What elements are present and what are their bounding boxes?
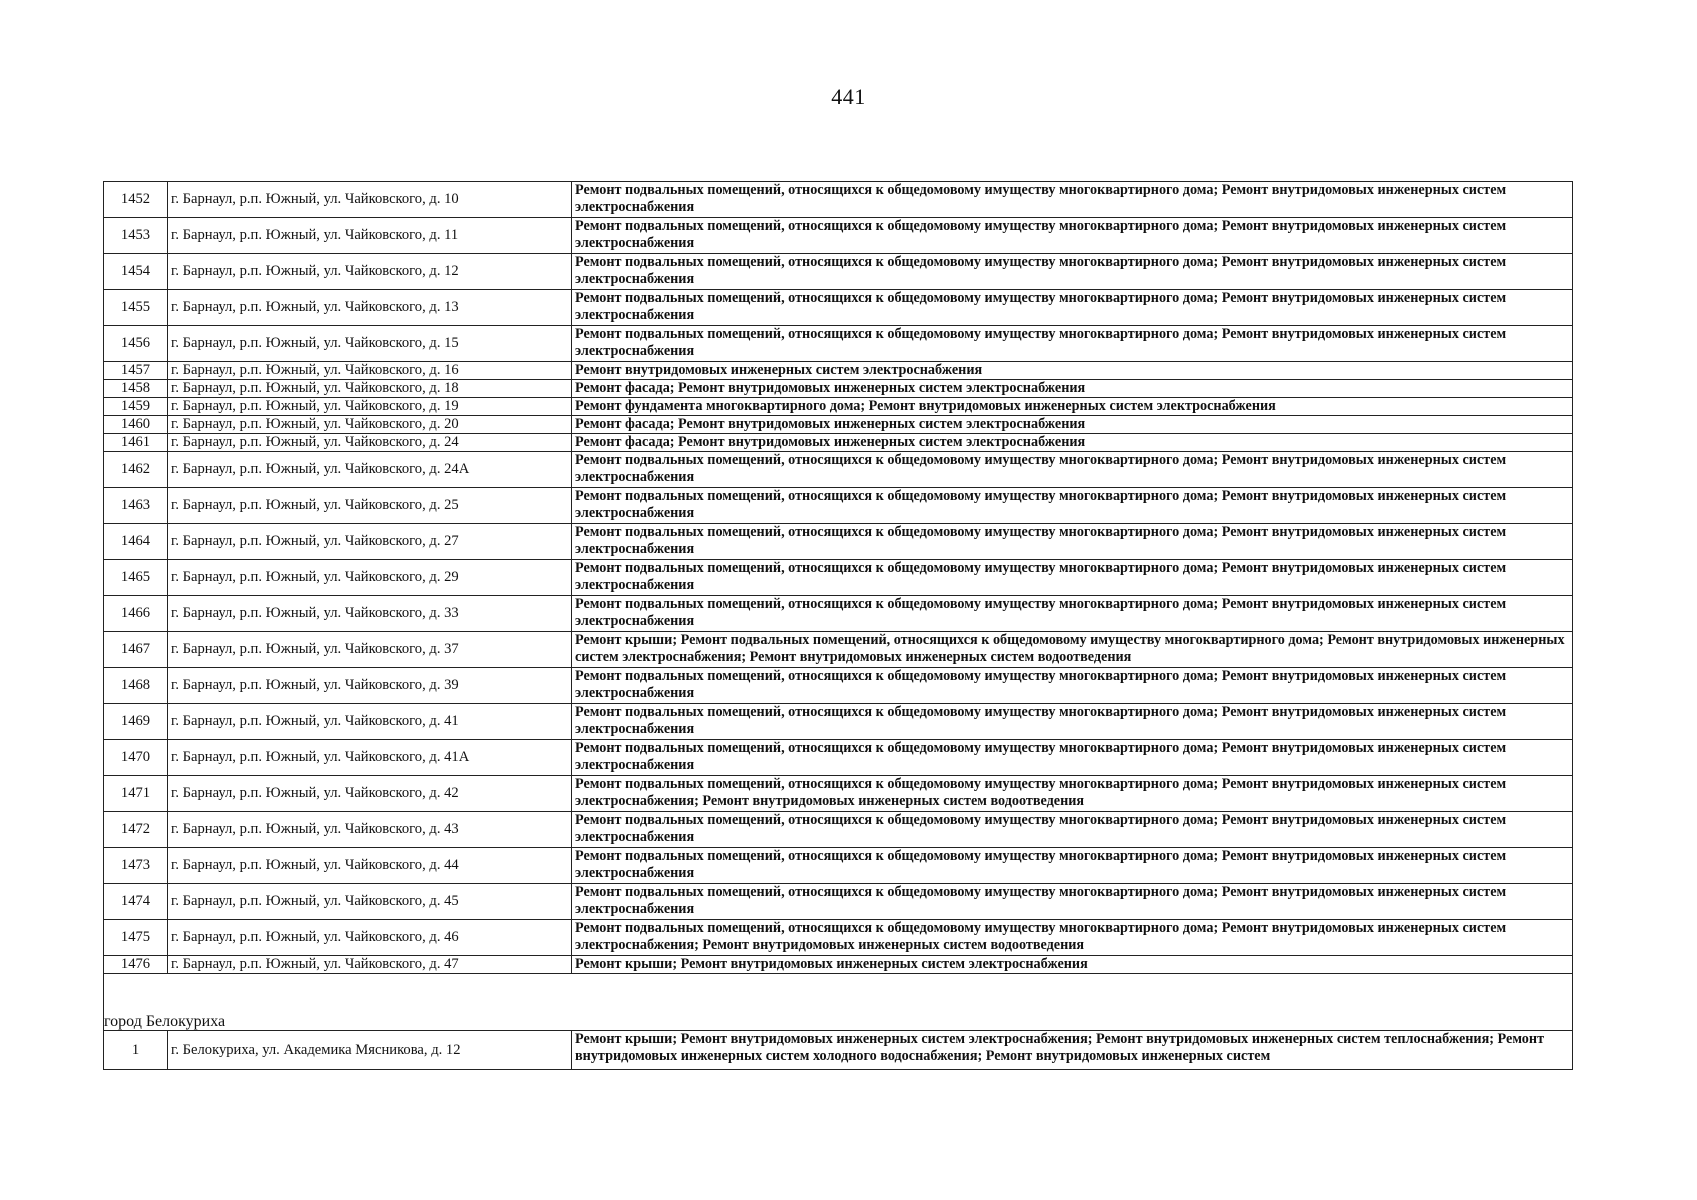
row-number: 1473 <box>104 848 168 884</box>
table-row <box>104 326 1573 362</box>
row-number: 1 <box>104 1031 168 1070</box>
table-row <box>104 776 1573 812</box>
spacer-cell <box>104 974 1573 1012</box>
row-works: Ремонт фундамента многоквартирного дома; Ремонт внутридомовых инженерных систем электроснабжения <box>572 398 1573 416</box>
row-works: Ремонт подвальных помещений, относящихся к общедомовому имуществу многоквартирного дома; Ремонт внутридомовых инженерных систем электроснабжения <box>572 848 1573 884</box>
row-works: Ремонт подвальных помещений, относящихся к общедомовому имуществу многоквартирного дома; Ремонт внутридомовых инженерных систем электроснабжения <box>572 812 1573 848</box>
table-row <box>104 488 1573 524</box>
row-address: г. Барнаул, р.п. Южный, ул. Чайковского, д. 13 <box>168 290 572 326</box>
table-row <box>104 920 1573 956</box>
row-number: 1462 <box>104 452 168 488</box>
row-address: г. Барнаул, р.п. Южный, ул. Чайковского, д. 37 <box>168 632 572 668</box>
row-number: 1458 <box>104 380 168 398</box>
row-address: г. Барнаул, р.п. Южный, ул. Чайковского, д. 25 <box>168 488 572 524</box>
table-row <box>104 740 1573 776</box>
row-address: г. Барнаул, р.п. Южный, ул. Чайковского, д. 27 <box>168 524 572 560</box>
row-address: г. Барнаул, р.п. Южный, ул. Чайковского, д. 39 <box>168 668 572 704</box>
row-number: 1452 <box>104 182 168 218</box>
row-number: 1474 <box>104 884 168 920</box>
row-number: 1453 <box>104 218 168 254</box>
row-address: г. Барнаул, р.п. Южный, ул. Чайковского, д. 47 <box>168 956 572 974</box>
row-number: 1465 <box>104 560 168 596</box>
row-works: Ремонт крыши; Ремонт внутридомовых инженерных систем электроснабжения <box>572 956 1573 974</box>
row-works: Ремонт фасада; Ремонт внутридомовых инженерных систем электроснабжения <box>572 434 1573 452</box>
row-works: Ремонт подвальных помещений, относящихся к общедомовому имуществу многоквартирного дома; Ремонт внутридомовых инженерных систем электроснабжения; Ремонт внутридомовых инженерных систем водоотведения <box>572 920 1573 956</box>
registry-table <box>103 181 1573 1070</box>
row-number: 1464 <box>104 524 168 560</box>
table-row <box>104 254 1573 290</box>
table-row <box>104 218 1573 254</box>
table-row <box>104 398 1573 416</box>
row-works: Ремонт внутридомовых инженерных систем электроснабжения <box>572 362 1573 380</box>
table-row <box>104 380 1573 398</box>
table-row <box>104 416 1573 434</box>
registry-table-body <box>104 182 1573 1070</box>
row-number: 1461 <box>104 434 168 452</box>
table-row <box>104 812 1573 848</box>
row-address: г. Барнаул, р.п. Южный, ул. Чайковского, д. 29 <box>168 560 572 596</box>
row-number: 1466 <box>104 596 168 632</box>
table-row <box>104 884 1573 920</box>
table-row <box>104 632 1573 668</box>
row-address: г. Барнаул, р.п. Южный, ул. Чайковского, д. 11 <box>168 218 572 254</box>
row-works: Ремонт подвальных помещений, относящихся к общедомовому имуществу многоквартирного дома; Ремонт внутридомовых инженерных систем электроснабжения <box>572 524 1573 560</box>
row-works: Ремонт подвальных помещений, относящихся к общедомовому имуществу многоквартирного дома; Ремонт внутридомовых инженерных систем электроснабжения <box>572 560 1573 596</box>
table-row <box>104 704 1573 740</box>
row-works: Ремонт крыши; Ремонт подвальных помещений, относящихся к общедомовому имуществу многоквартирного дома; Ремонт внутридомовых инженерных систем электроснабжения; Ремонт внутридомовых инженерных систем водоотведения <box>572 632 1573 668</box>
table-row <box>104 452 1573 488</box>
row-address: г. Барнаул, р.п. Южный, ул. Чайковского, д. 12 <box>168 254 572 290</box>
row-works: Ремонт подвальных помещений, относящихся к общедомовому имуществу многоквартирного дома; Ремонт внутридомовых инженерных систем электроснабжения <box>572 740 1573 776</box>
row-works: Ремонт подвальных помещений, относящихся к общедомовому имуществу многоквартирного дома; Ремонт внутридомовых инженерных систем электроснабжения <box>572 884 1573 920</box>
row-works: Ремонт подвальных помещений, относящихся к общедомовому имуществу многоквартирного дома; Ремонт внутридомовых инженерных систем электроснабжения <box>572 326 1573 362</box>
table-row <box>104 560 1573 596</box>
row-address: г. Барнаул, р.п. Южный, ул. Чайковского, д. 45 <box>168 884 572 920</box>
row-address: г. Барнаул, р.п. Южный, ул. Чайковского, д. 41 <box>168 704 572 740</box>
row-address: г. Барнаул, р.п. Южный, ул. Чайковского, д. 16 <box>168 362 572 380</box>
table-row <box>104 668 1573 704</box>
row-works: Ремонт подвальных помещений, относящихся к общедомовому имуществу многоквартирного дома; Ремонт внутридомовых инженерных систем электроснабжения <box>572 704 1573 740</box>
row-address: г. Барнаул, р.п. Южный, ул. Чайковского, д. 42 <box>168 776 572 812</box>
spacer-row <box>104 974 1573 1012</box>
row-number: 1460 <box>104 416 168 434</box>
table-row <box>104 1031 1573 1070</box>
row-address: г. Белокуриха, ул. Академика Мясникова, д. 12 <box>168 1031 572 1070</box>
row-number: 1455 <box>104 290 168 326</box>
table-row <box>104 956 1573 974</box>
row-address: г. Барнаул, р.п. Южный, ул. Чайковского, д. 20 <box>168 416 572 434</box>
row-address: г. Барнаул, р.п. Южный, ул. Чайковского, д. 24А <box>168 452 572 488</box>
row-works: Ремонт подвальных помещений, относящихся к общедомовому имуществу многоквартирного дома; Ремонт внутридомовых инженерных систем электроснабжения <box>572 218 1573 254</box>
row-works: Ремонт подвальных помещений, относящихся к общедомовому имуществу многоквартирного дома; Ремонт внутридомовых инженерных систем электроснабжения <box>572 596 1573 632</box>
row-works: Ремонт фасада; Ремонт внутридомовых инженерных систем электроснабжения <box>572 416 1573 434</box>
table-row <box>104 848 1573 884</box>
row-address: г. Барнаул, р.п. Южный, ул. Чайковского, д. 43 <box>168 812 572 848</box>
section-heading-row <box>104 1011 1573 1031</box>
row-works: Ремонт подвальных помещений, относящихся к общедомовому имуществу многоквартирного дома; Ремонт внутридомовых инженерных систем электроснабжения <box>572 668 1573 704</box>
row-works: Ремонт подвальных помещений, относящихся к общедомовому имуществу многоквартирного дома; Ремонт внутридомовых инженерных систем электроснабжения; Ремонт внутридомовых инженерных систем водоотведения <box>572 776 1573 812</box>
page-number: 441 <box>831 84 866 109</box>
row-address: г. Барнаул, р.п. Южный, ул. Чайковского, д. 46 <box>168 920 572 956</box>
row-address: г. Барнаул, р.п. Южный, ул. Чайковского, д. 18 <box>168 380 572 398</box>
table-row <box>104 182 1573 218</box>
table-row <box>104 434 1573 452</box>
row-number: 1468 <box>104 668 168 704</box>
row-number: 1469 <box>104 704 168 740</box>
row-number: 1457 <box>104 362 168 380</box>
row-number: 1475 <box>104 920 168 956</box>
row-number: 1456 <box>104 326 168 362</box>
row-number: 1454 <box>104 254 168 290</box>
row-number: 1471 <box>104 776 168 812</box>
row-address: г. Барнаул, р.п. Южный, ул. Чайковского, д. 24 <box>168 434 572 452</box>
row-address: г. Барнаул, р.п. Южный, ул. Чайковского, д. 10 <box>168 182 572 218</box>
row-number: 1459 <box>104 398 168 416</box>
row-number: 1476 <box>104 956 168 974</box>
row-works: Ремонт подвальных помещений, относящихся к общедомовому имуществу многоквартирного дома; Ремонт внутридомовых инженерных систем электроснабжения <box>572 488 1573 524</box>
row-address: г. Барнаул, р.п. Южный, ул. Чайковского, д. 44 <box>168 848 572 884</box>
row-number: 1467 <box>104 632 168 668</box>
row-address: г. Барнаул, р.п. Южный, ул. Чайковского, д. 19 <box>168 398 572 416</box>
row-works: Ремонт подвальных помещений, относящихся к общедомовому имуществу многоквартирного дома; Ремонт внутридомовых инженерных систем электроснабжения <box>572 182 1573 218</box>
row-works: Ремонт подвальных помещений, относящихся к общедомовому имуществу многоквартирного дома; Ремонт внутридомовых инженерных систем электроснабжения <box>572 452 1573 488</box>
row-number: 1472 <box>104 812 168 848</box>
row-number: 1463 <box>104 488 168 524</box>
row-works: Ремонт фасада; Ремонт внутридомовых инженерных систем электроснабжения <box>572 380 1573 398</box>
table-row <box>104 524 1573 560</box>
table-row <box>104 596 1573 632</box>
row-works: Ремонт подвальных помещений, относящихся к общедомовому имуществу многоквартирного дома; Ремонт внутридомовых инженерных систем электроснабжения <box>572 254 1573 290</box>
row-works: Ремонт крыши; Ремонт внутридомовых инженерных систем электроснабжения; Ремонт внутридомовых инженерных систем теплоснабжения; Ремонт внутридомовых инженерных систем холодного водоснабжения; Ремонт внутридомовых инженерных систем <box>572 1031 1573 1070</box>
row-address: г. Барнаул, р.п. Южный, ул. Чайковского, д. 33 <box>168 596 572 632</box>
table-row <box>104 290 1573 326</box>
row-address: г. Барнаул, р.п. Южный, ул. Чайковского, д. 41А <box>168 740 572 776</box>
row-number: 1470 <box>104 740 168 776</box>
table-row <box>104 362 1573 380</box>
row-works: Ремонт подвальных помещений, относящихся к общедомовому имуществу многоквартирного дома; Ремонт внутридомовых инженерных систем электроснабжения <box>572 290 1573 326</box>
section-title: город Белокуриха <box>104 1011 1573 1031</box>
row-address: г. Барнаул, р.п. Южный, ул. Чайковского, д. 15 <box>168 326 572 362</box>
